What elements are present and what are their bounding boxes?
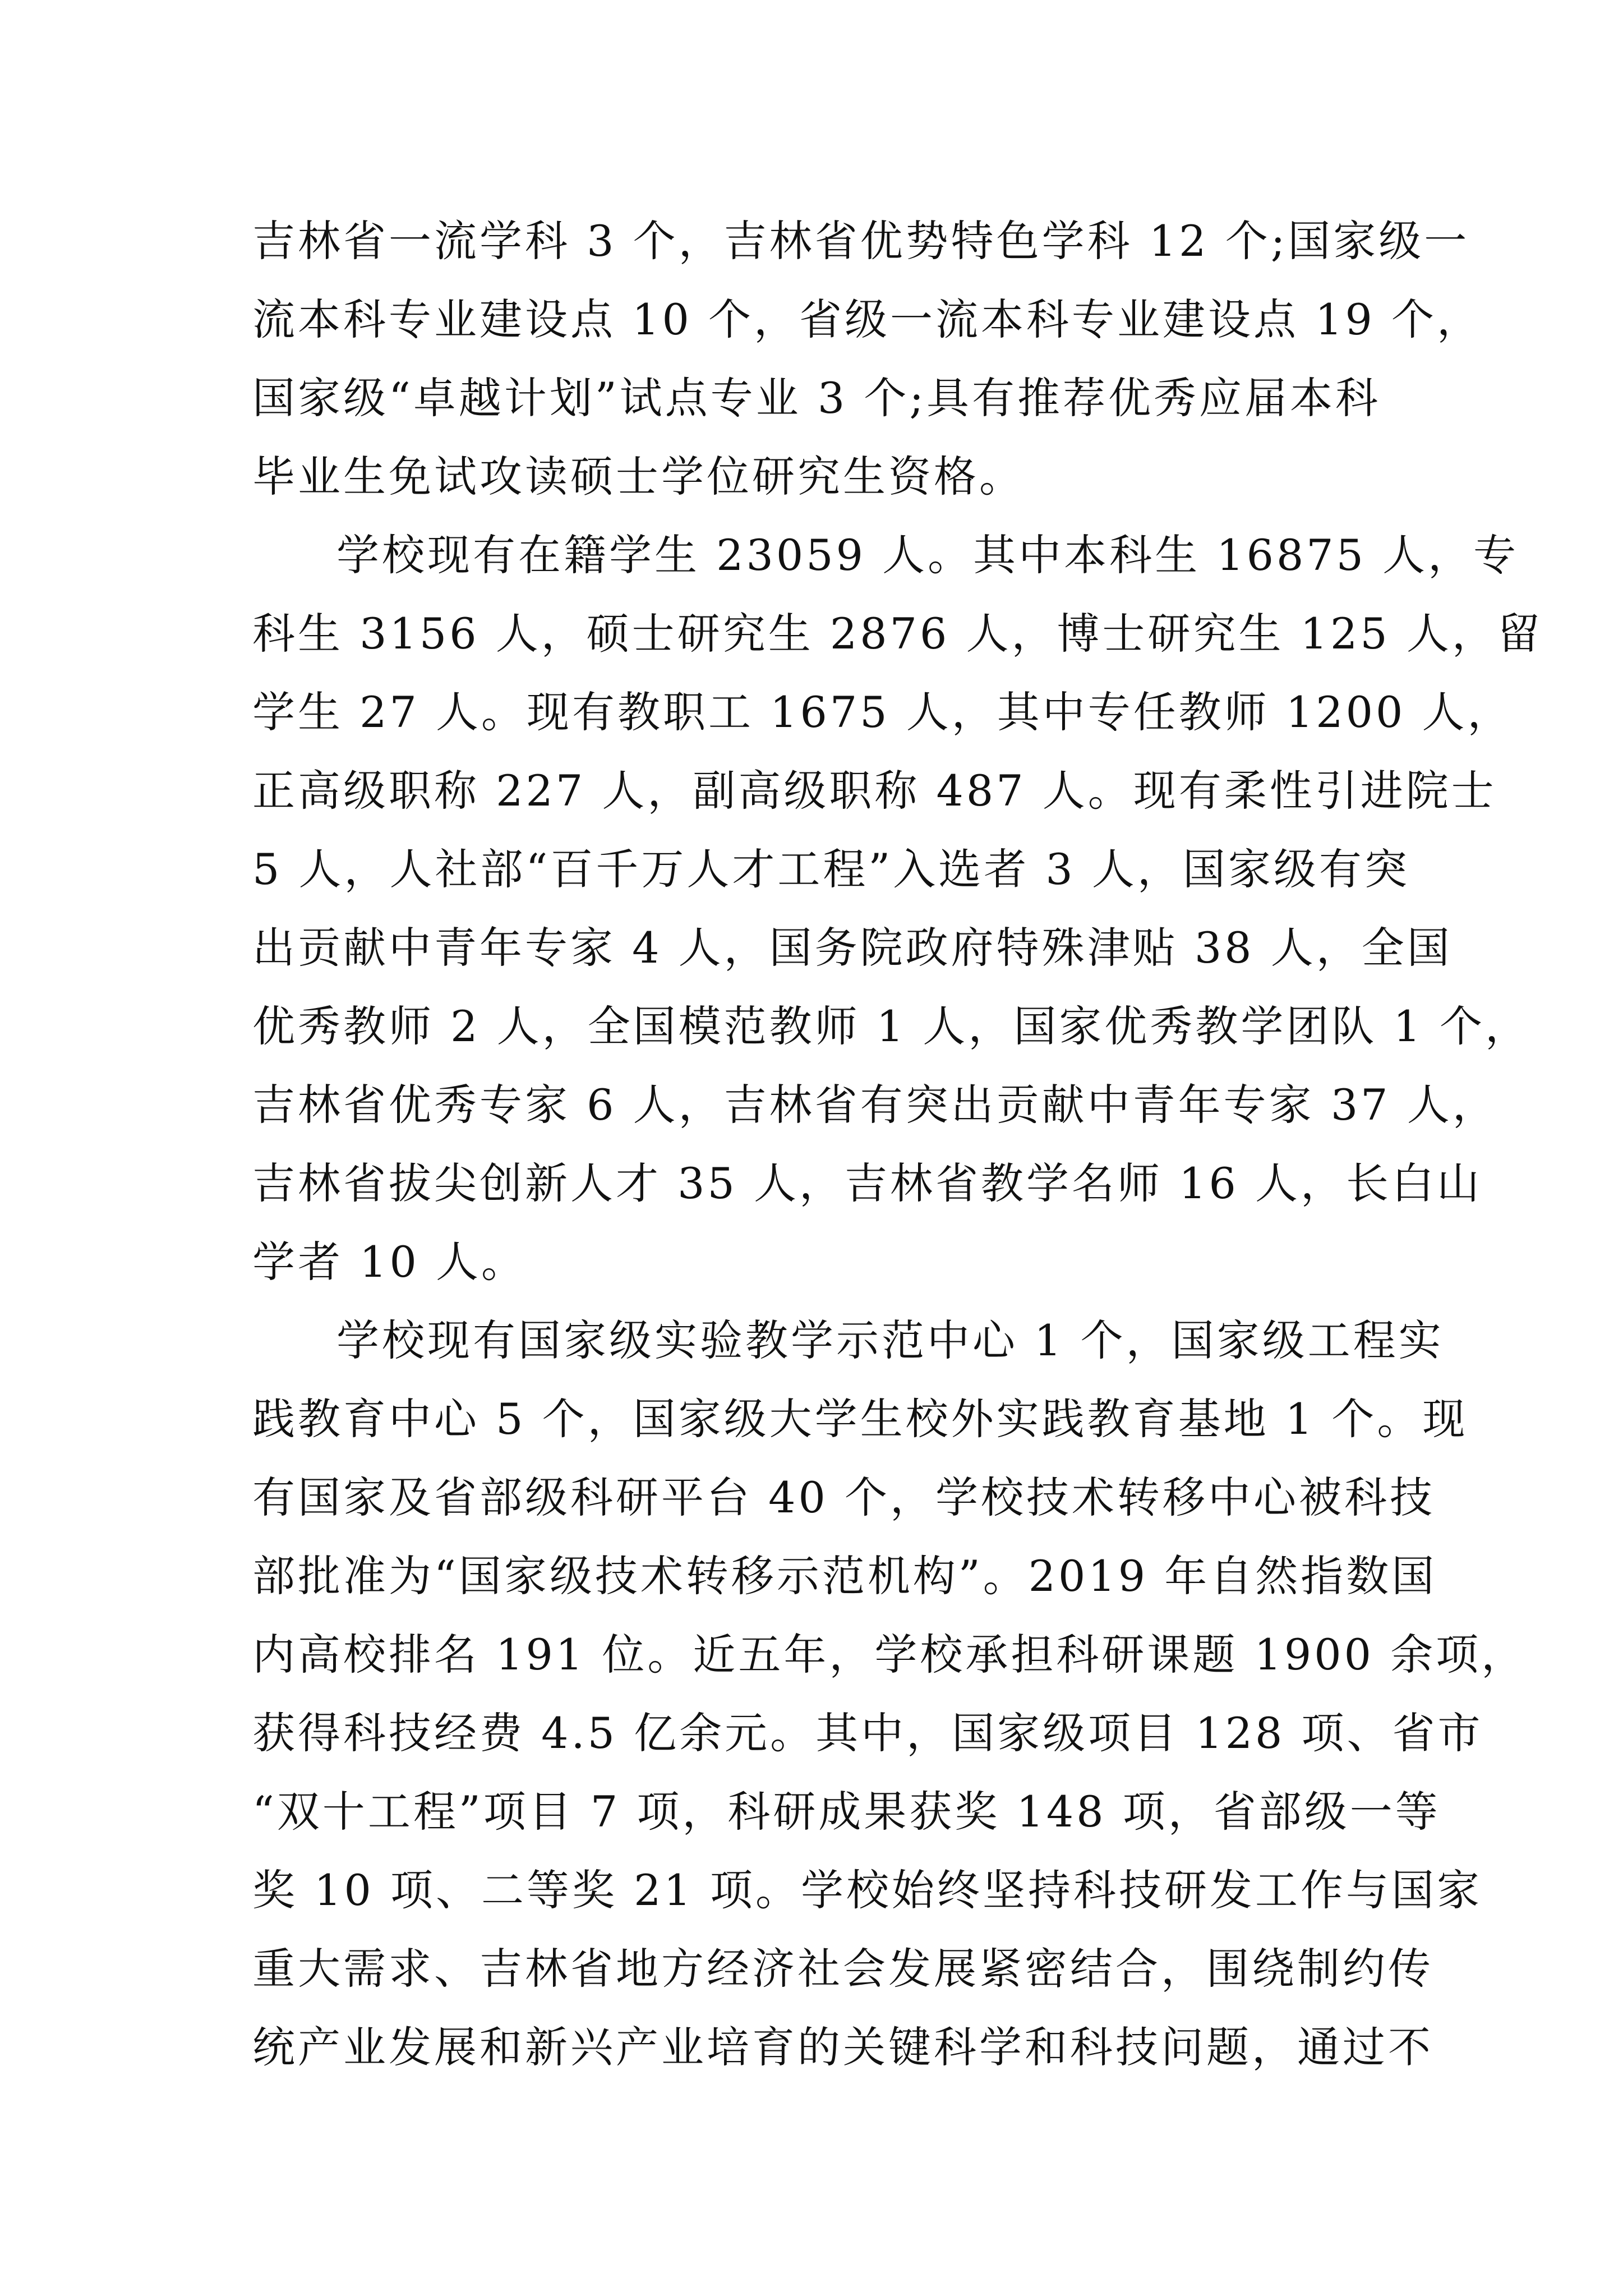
text-line: “双十工程”项目 7 项，科研成果获奖 148 项，省部级一等: [252, 1787, 1441, 1837]
text-line: 践教育中心 5 个，国家级大学生校外实践教育基地 1 个。现: [252, 1394, 1468, 1444]
paragraph-research-platforms: [252, 1301, 1527, 2087]
text-line: 国家级“卓越计划”试点专业 3 个;具有推荐优秀应届本科: [252, 373, 1381, 423]
text-line: 有国家及省部级科研平台 40 个，学校技术转移中心被科技: [252, 1473, 1436, 1522]
paragraph-first-class-disciplines: [252, 202, 1483, 516]
text-line: 获得科技经费 4.5 亿余元。其中，国家级项目 128 项、省市: [252, 1708, 1483, 1758]
text-line: 出贡献中青年专家 4 人，国务院政府特殊津贴 38 人，全国: [252, 923, 1453, 973]
text-line: 科生 3156 人，硕士研究生 2876 人，博士研究生 125 人，留: [252, 609, 1543, 659]
text-line: 学校现有在籍学生 23059 人。其中本科生 16875 人，专: [336, 530, 1519, 580]
text-line: 学校现有国家级实验教学示范中心 1 个，国家级工程实: [336, 1315, 1444, 1365]
text-line: 优秀教师 2 人，全国模范教师 1 人，国家优秀教学团队 1 个，: [252, 1001, 1531, 1051]
text-line: 吉林省一流学科 3 个，吉林省优势特色学科 12 个;国家级一: [252, 216, 1470, 266]
text-line: 学者 10 人。: [252, 1237, 527, 1287]
text-line: 吉林省优秀专家 6 人，吉林省有突出贡献中青年专家 37 人，: [252, 1080, 1498, 1130]
text-line: 统产业发展和新兴产业培育的关键科学和科技问题，通过不: [252, 2022, 1433, 2072]
text-line: 内高校排名 191 位。近五年，学校承担科研课题 1900 余项，: [252, 1630, 1527, 1680]
text-line: 部批准为“国家级技术转移示范机构”。2019 年自然指数国: [252, 1551, 1437, 1601]
text-line: 吉林省拔尖创新人才 35 人，吉林省教学名师 16 人，长白山: [252, 1158, 1483, 1208]
text-line: 奖 10 项、二等奖 21 项。学校始终坚持科技研发工作与国家: [252, 1865, 1483, 1915]
text-line: 正高级职称 227 人，副高级职称 487 人。现有柔性引进院士: [252, 766, 1497, 816]
text-line: 重大需求、吉林省地方经济社会发展紧密结合，围绕制约传: [252, 1944, 1433, 1994]
text-line: 流本科专业建设点 10 个，省级一流本科专业建设点 19 个，: [252, 295, 1483, 344]
document-body: [252, 202, 1543, 2087]
text-line: 学生 27 人。现有教职工 1675 人，其中专任教师 1200 人，: [252, 687, 1513, 737]
text-line: 5 人，人社部“百千万人才工程”入选者 3 人，国家级有突: [252, 844, 1410, 894]
paragraph-students-and-faculty: [252, 516, 1543, 1301]
text-line: 毕业生免试攻读硕士学位研究生资格。: [252, 452, 1025, 501]
